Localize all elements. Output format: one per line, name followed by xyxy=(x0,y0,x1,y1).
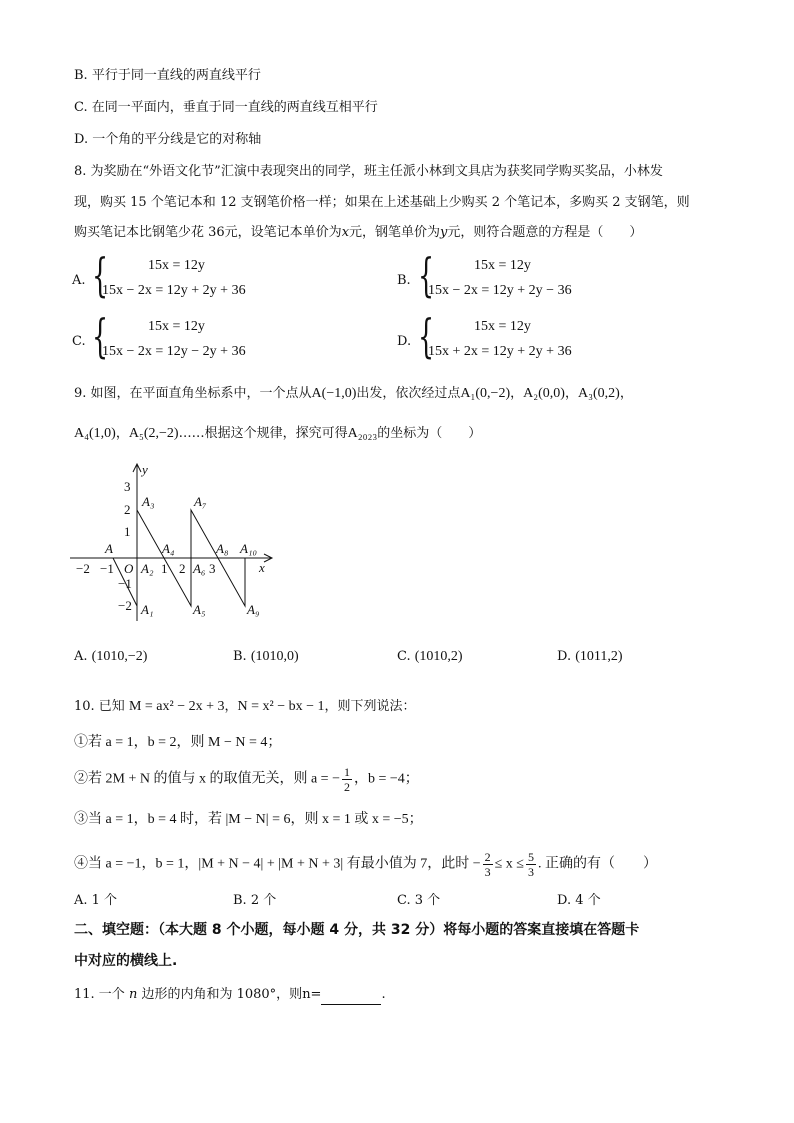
x-tick: −1 xyxy=(100,561,114,576)
y-tick: 3 xyxy=(124,479,131,494)
q7-option-c: C. 在同一平面内，垂直于同一直线的两直线互相平行 xyxy=(74,100,378,115)
point-label-a10: A₁₀ xyxy=(240,541,257,556)
origin-label: O xyxy=(124,561,134,576)
point-label-a3: A₃ xyxy=(142,494,155,509)
q7-option-d: D. 一个角的平分线是它的对称轴 xyxy=(74,132,262,147)
q9-coordinate-graph xyxy=(66,458,286,628)
q9-option-c: C. (1010,2) xyxy=(397,649,463,664)
point-label-a6: A₆ xyxy=(193,561,206,576)
q10-option-b: B. 2 个 xyxy=(233,893,277,908)
q10-statement-1: ①若 a = 1，b = 2，则 M − N = 4； xyxy=(74,735,282,750)
q10-option-d: D. 4 个 xyxy=(557,893,601,908)
point-label-a1: A₁ xyxy=(141,602,154,617)
section-2-heading-line1: 二、填空题：（本大题 8 个小题，每小题 4 分，共 32 分）将每小题的答案直接填在答题卡 xyxy=(74,922,640,938)
q8-stem-line2: 现，购买 15 个笔记本和 12 支钢笔价格一样；如果在上述基础上少购买 2 个笔记本，多购买 2 支钢笔，则 xyxy=(74,195,690,210)
q10-option-a: A. 1 个 xyxy=(74,893,118,908)
x-tick: −2 xyxy=(76,561,90,576)
exam-page: B. 平行于同一直线的两直线平行 C. 在同一平面内，垂直于同一直线的两直线互相平行 D. 一个角的平分线是它的对称轴 8. 为奖励在“外语文化节”汇演中表现突出的同学，班主任派小林到文具店为获奖同学购买奖品，小林发 现，购买 15 个笔记本和 12 支钢笔价格一样；如果在上述基础上少购买 2 个笔记本，多购买 2 支钢笔，则 购买笔记本比钢笔少花 36元，设笔记本单价为x元，钢笔单价为y元，则符合题意的方程是（ ） A. { 15x = 12y 15x − 2x = 12y + 2y + 36 B. { 15x = 12y 15x − 2x = 12y + 2y − 36 C. { 15x = 12y 15x − 2x = 12y − 2y + 36 D. { 15x = 12y 15x + 2x = 12y + 2y + 36 9. 如图，在平面直角坐标系中，一个点从A(−1,0)出发，依次经过点A₁(0,−2)，A₂(0,0)，A₃(0,2)， A₄(1,0)，A₅(2,−2)……根据这个规律，探究可得A₂₀₂₃的坐标为（ ） y x O −2 −1 1 2 3 3 2 1 −1 −2 A A₁ A₂ A₃ A₄ A₅ A₆ A₇ A₈ A₉ A₁₀ A. (1010,−2) B. (1010,0) C. (1010,2) D. (1011,2) 10. 已知 M = ax² − 2x + 3，N = x² − bx − 1，则下列说法： ①若 a = 1，b = 2，则 M − N = 4； ②若 2M + N 的值与 x 的取值无关，则 a = − $\frac{1}{2}$ ，b = −4； ③当 a = 1，b = 4 时，若 |M − N| = 6，则 x = 1 或 x = −5； ④当 a = −1，b = 1，|M + N − 4| + |M + N + 3| 有最小值为 7，此时 − $\frac{2}{3}$ ≤ x ≤ $\frac{5}{3}$ . 正确的有（ ） A. 1 个 B. 2 个 C. 3 个 D. 4 个 二、填空题：（本大题 8 个小题，每小题 4 分，共 32 分）将每小题的答案直接填在答题卡 中对应的横线上. 11. 一个 n 边形的内角和为 1080°，则n= . xyxy=(0,0,794,1123)
q8-stem-line3: 购买笔记本比钢笔少花 36元，设笔记本单价为x元，钢笔单价为y元，则符合题意的方程是（ ） xyxy=(74,225,643,240)
x-axis-label: x xyxy=(259,560,265,575)
point-label-a7: A₇ xyxy=(194,494,207,509)
q9-option-b: B. (1010,0) xyxy=(233,649,299,664)
q10-stem: 10. 已知 M = ax² − 2x + 3，N = x² − bx − 1，则下列说法： xyxy=(74,699,416,714)
x-tick: 1 xyxy=(161,561,168,576)
q10-option-c: C. 3 个 xyxy=(397,893,441,908)
point-label-a2: A₂ xyxy=(141,561,154,576)
point-label-a9: A₉ xyxy=(247,602,260,617)
x-tick: 3 xyxy=(209,561,216,576)
y-tick: 2 xyxy=(124,502,131,517)
q9-option-d: D. (1011,2) xyxy=(557,649,623,664)
y-tick: −1 xyxy=(118,576,132,591)
q10-statement-2: ②若 2M + N 的值与 x 的取值无关，则 a = − $\frac{1}{2}$ ，b = −4； xyxy=(74,765,419,794)
q11-answer-blank[interactable] xyxy=(321,990,381,1005)
point-label-a8: A₈ xyxy=(216,541,229,556)
x-tick: 2 xyxy=(179,561,186,576)
q9-option-a: A. (1010,−2) xyxy=(74,649,148,664)
y-tick: −2 xyxy=(118,598,132,613)
q8-stem-line1: 8. 为奖励在“外语文化节”汇演中表现突出的同学，班主任派小林到文具店为获奖同学购买奖品，小林发 xyxy=(74,164,663,179)
section-2-heading-line2: 中对应的横线上. xyxy=(74,953,178,969)
q10-statement-4: ④当 a = −1，b = 1，|M + N − 4| + |M + N + 3| 有最小值为 7，此时 − $\frac{2}{3}$ ≤ x ≤ $\frac{5}{3}$ . 正确的有（ ） xyxy=(74,850,657,879)
y-axis-label: y xyxy=(142,462,148,477)
point-label-a4: A₄ xyxy=(162,541,175,556)
q10-statement-3: ③当 a = 1，b = 4 时，若 |M − N| = 6，则 x = 1 或 x = −5； xyxy=(74,812,423,827)
point-label-a5: A₅ xyxy=(193,602,206,617)
y-tick: 1 xyxy=(124,524,131,539)
q7-option-b: B. 平行于同一直线的两直线平行 xyxy=(74,68,261,83)
q9-stem-line2: A₄(1,0)，A₅(2,−2)……根据这个规律，探究可得A₂₀₂₃的坐标为（ ） xyxy=(74,426,482,441)
q11-stem: 11. 一个 n 边形的内角和为 1080°，则n= . xyxy=(74,985,386,1005)
q9-stem-line1: 9. 如图，在平面直角坐标系中，一个点从A(−1,0)出发，依次经过点A₁(0,−2)，A₂(0,0)，A₃(0,2)， xyxy=(74,386,633,401)
point-label-a: A xyxy=(105,541,113,556)
